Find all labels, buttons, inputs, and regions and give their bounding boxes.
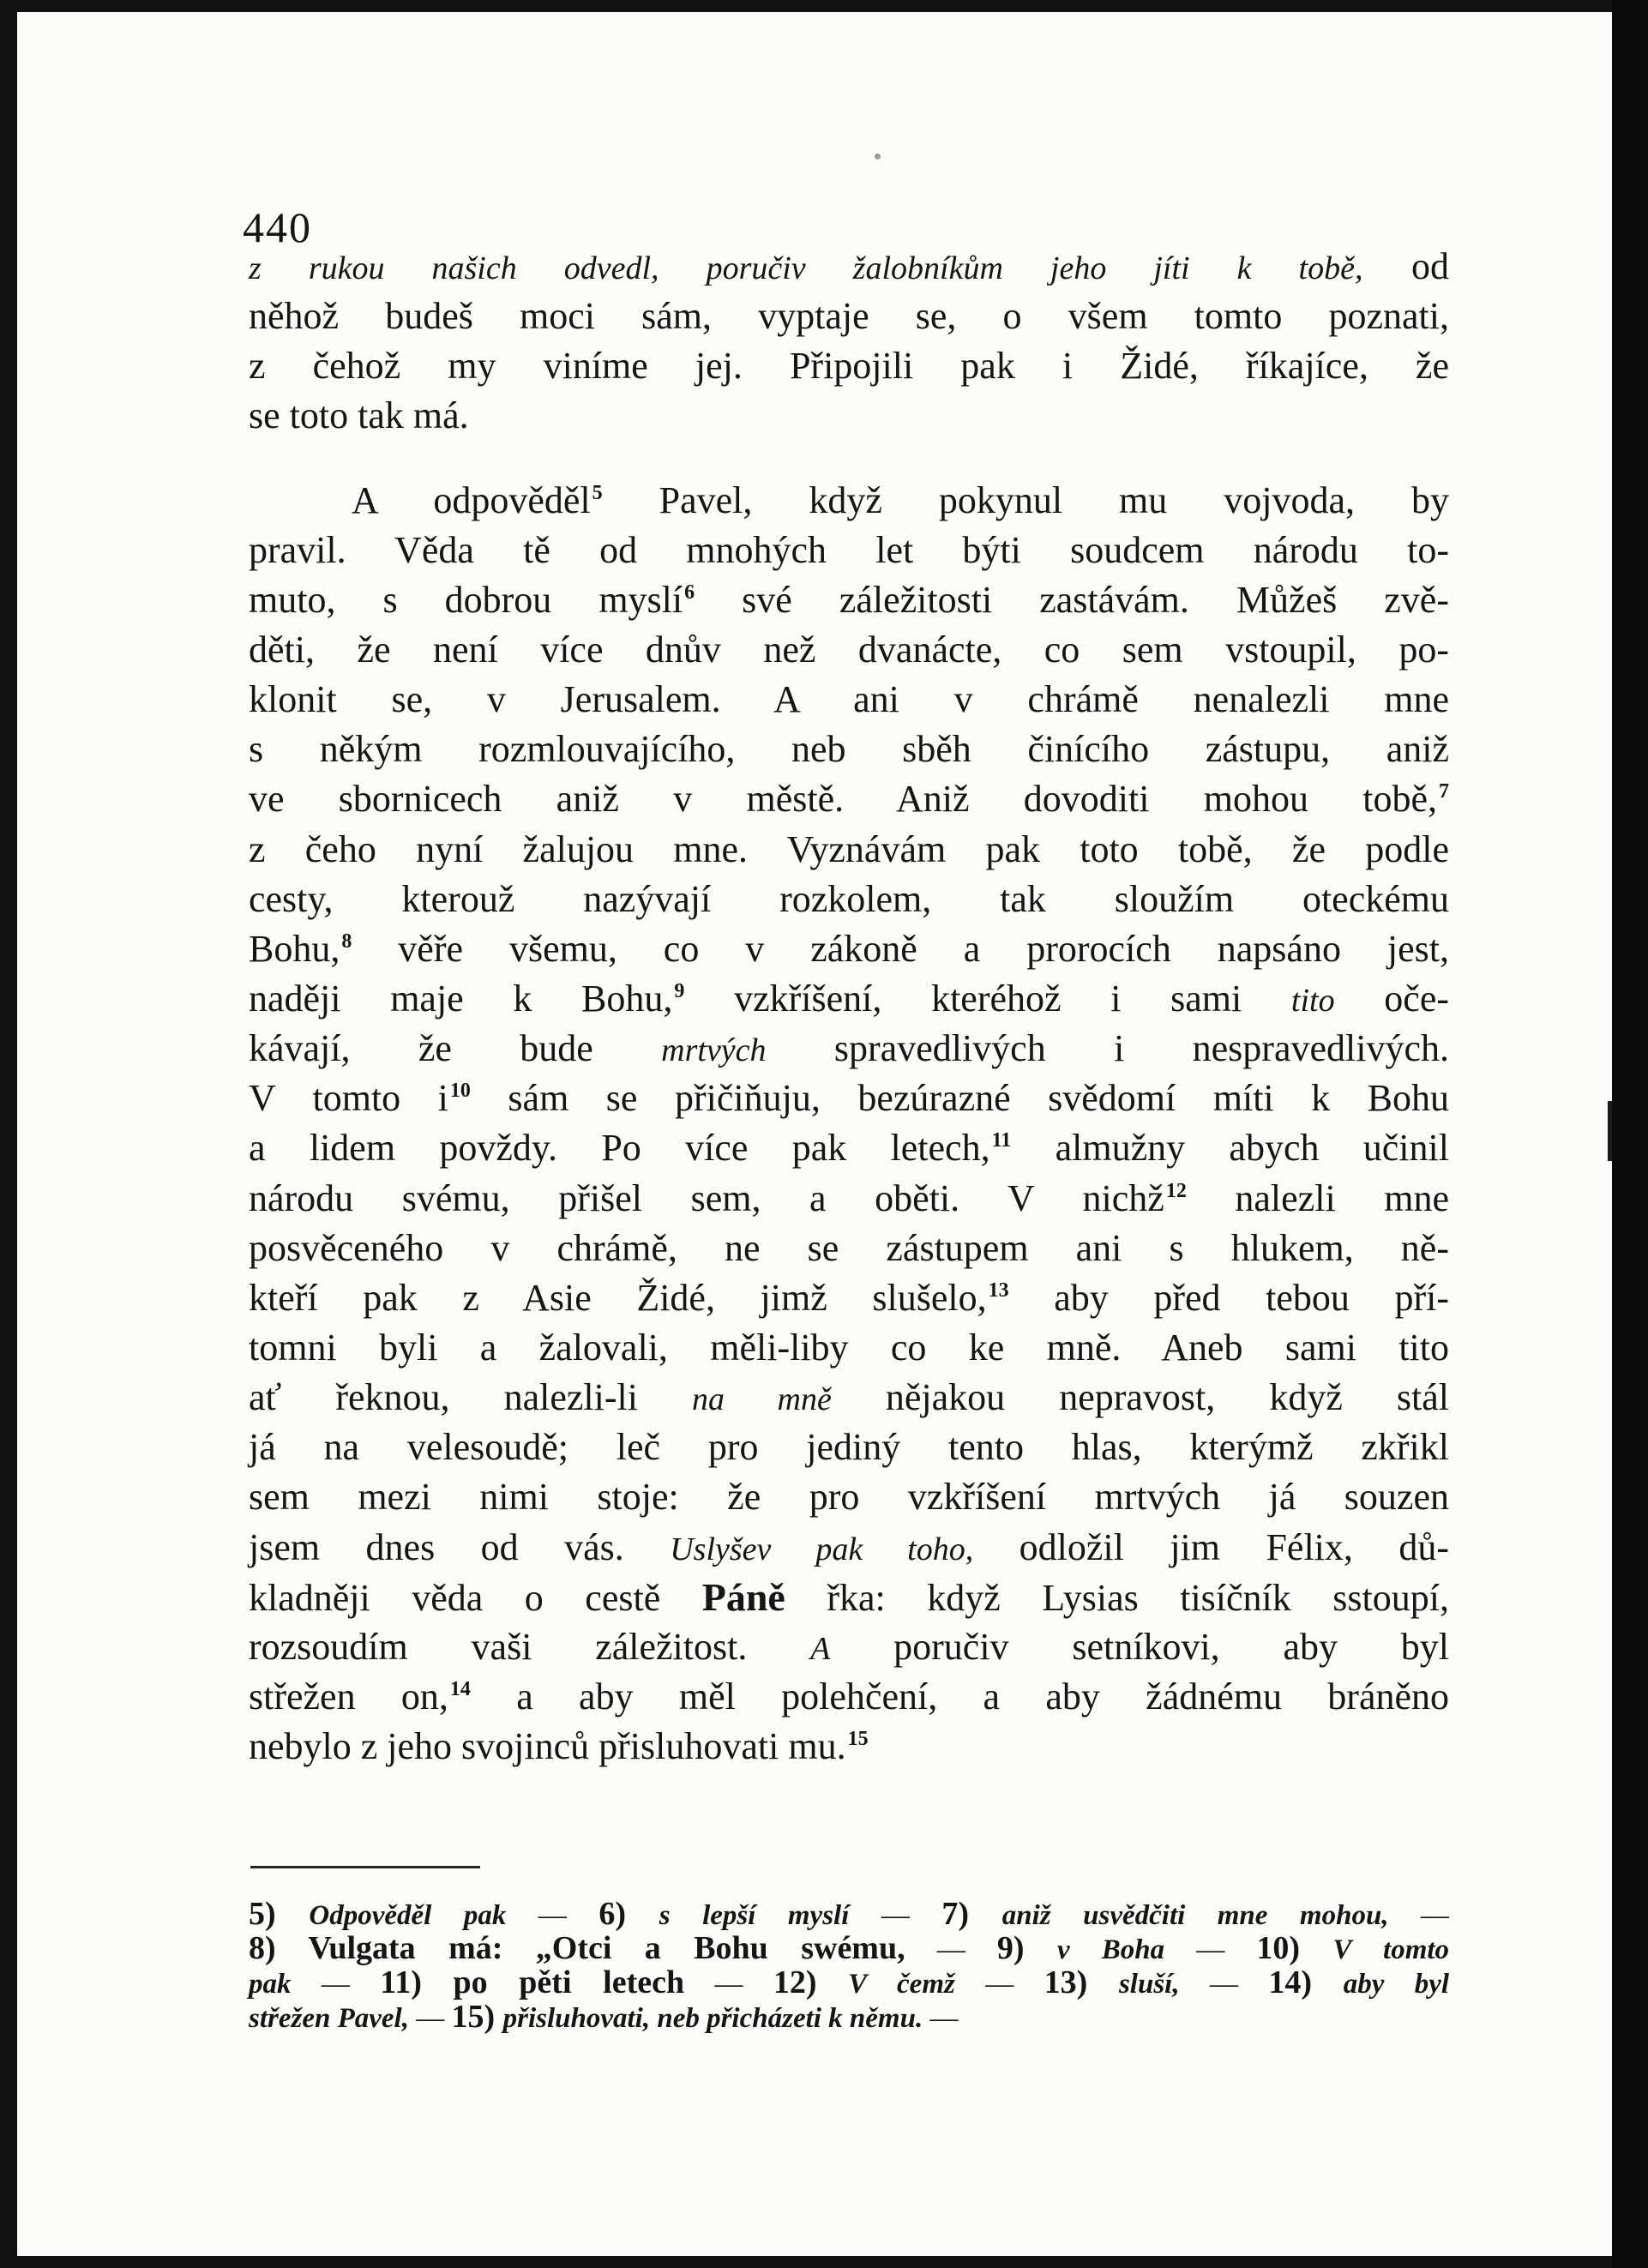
text-span: 15) xyxy=(451,1999,503,2035)
text-span: kteří pak z Asie Židé, jimž slušelo, xyxy=(249,1276,987,1319)
text-span: s někým rozmlouvajícího, neb sběh činícího zástupu, aniž xyxy=(249,728,1449,771)
text-line xyxy=(249,1523,1449,1573)
text-span: pravil. Věda tě od mnohých let býti soudcem národu to- xyxy=(249,528,1449,571)
text-line xyxy=(249,1622,1449,1672)
text-span: — xyxy=(1179,1969,1269,2000)
text-span: na mně xyxy=(692,1381,832,1418)
text-span: z čeho nyní žalujou mne. Vyznávám pak toto tobě, že podle xyxy=(249,827,1449,870)
text-span: 7) xyxy=(941,1896,1002,1932)
text-span: tomni byli a žalovali, měli-liby co ke mně. Aneb sami tito xyxy=(249,1326,1449,1369)
footnote-line xyxy=(249,2000,1449,2034)
text-span: — xyxy=(954,1969,1044,2000)
text-line xyxy=(249,1074,1449,1123)
scan-border xyxy=(1612,0,1648,2268)
text-line xyxy=(249,675,1449,725)
text-span: 14) xyxy=(1268,1964,1344,2000)
text-span: něhož budeš moci sám, vyptaje se, o všem tomto poznati, xyxy=(249,295,1449,338)
text-span: kladněji věda o cestě xyxy=(249,1576,702,1619)
body-text xyxy=(249,242,1449,1772)
text-span: — xyxy=(291,1969,381,2000)
text-span: jsem dnes od vás. xyxy=(249,1525,671,1568)
text-span: — xyxy=(923,2003,959,2034)
text-span: sluší, xyxy=(1118,1969,1180,2000)
footnote-ref: 6 xyxy=(684,581,695,604)
text-span: tito xyxy=(1290,982,1335,1019)
text-line xyxy=(249,774,1449,824)
text-span: — xyxy=(905,1934,997,1965)
text-span: sám se přičiňuju, bezúrazné svědomí míti k Bohu xyxy=(470,1077,1449,1120)
footnote-ref: 8 xyxy=(341,929,352,953)
text-line xyxy=(249,1273,1449,1323)
text-span: naději maje k Bohu, xyxy=(249,977,673,1020)
text-span: — xyxy=(1388,1900,1450,1931)
text-line xyxy=(249,575,1449,625)
text-span: V tomto xyxy=(1332,1934,1450,1965)
text-line xyxy=(249,974,1449,1024)
footnote-line xyxy=(249,1897,1449,1931)
text-span: mrtvých xyxy=(661,1032,767,1069)
text-line xyxy=(249,242,1449,292)
text-span: od xyxy=(1362,245,1449,287)
text-line xyxy=(249,1224,1449,1273)
text-span: ve sbornicech aniž v městě. Aniž dovoditi mohou tobě, xyxy=(249,778,1437,821)
text-span: střežen on, xyxy=(249,1675,448,1718)
footnote-ref: 10 xyxy=(449,1080,471,1103)
text-line xyxy=(249,924,1449,974)
text-span: 13) xyxy=(1044,1964,1119,2000)
text-span: z čehož my viníme jej. Připojili pak i Židé, říkajíce, že xyxy=(249,345,1449,388)
text-span: 6) xyxy=(598,1896,659,1932)
text-line xyxy=(249,1123,1449,1173)
text-line xyxy=(249,1672,1449,1722)
text-span: řka: když Lysias tisíčník sstoupí, xyxy=(785,1576,1449,1619)
text-span: národu svému, přišel sem, a oběti. V nichž xyxy=(249,1176,1164,1219)
text-span: — xyxy=(506,1900,599,1931)
text-span: s lepší myslí xyxy=(659,1900,850,1931)
text-span: věře všemu, co v zákoně a prorocích napsáno jest, xyxy=(352,927,1449,970)
text-span: V čemž xyxy=(848,1969,955,2000)
text-line xyxy=(249,725,1449,774)
footnote-ref: 7 xyxy=(1439,780,1449,803)
footnote-ref: 5 xyxy=(592,481,603,504)
text-span: nebylo z jeho svojinců přisluhovati mu. xyxy=(249,1725,846,1768)
footnote-separator xyxy=(250,1866,480,1868)
text-line xyxy=(249,391,1449,441)
footnote-ref: 11 xyxy=(991,1129,1012,1152)
text-span: Páně xyxy=(701,1574,785,1619)
text-span: klonit se, v Jerusalem. A ani v chrámě nenalezli mne xyxy=(249,678,1449,721)
footnote-ref: 15 xyxy=(847,1728,869,1751)
footnote-line xyxy=(249,1931,1449,1965)
footnote-ref: 14 xyxy=(449,1677,471,1700)
text-line xyxy=(249,1472,1449,1522)
text-span: rozsoudím vaši záležitost. xyxy=(249,1625,811,1668)
text-span: já na velesoudě; leč pro jediný tento hlas, kterýmž zkřikl xyxy=(249,1426,1449,1469)
paragraph-gap xyxy=(249,442,1449,476)
text-line xyxy=(249,1722,1449,1772)
text-span: a aby měl polehčení, a aby žádnému bráněno xyxy=(470,1675,1450,1718)
text-span: — xyxy=(1164,1934,1257,1965)
footnote-ref: 12 xyxy=(1165,1179,1187,1202)
text-line xyxy=(249,1174,1449,1224)
text-span: 12) xyxy=(773,1964,849,2000)
text-span: — xyxy=(684,1969,773,2000)
text-line xyxy=(249,292,1449,341)
text-line xyxy=(249,526,1449,575)
text-span: poručiv setníkovi, aby byl xyxy=(830,1625,1449,1668)
text-span: odložil jim Félix, dů- xyxy=(973,1525,1449,1568)
text-span: oče- xyxy=(1334,977,1450,1020)
text-span: kávají, že bude xyxy=(249,1027,662,1070)
text-span: posvěceného v chrámě, ne se zástupem ani s hlukem, ně- xyxy=(249,1226,1449,1269)
text-span: cesty, kterouž nazývají rozkolem, tak sloužím oteckému xyxy=(249,877,1449,920)
paragraph-2 xyxy=(249,476,1449,1772)
text-span: 8) xyxy=(249,1930,309,1966)
text-span: sem mezi nimi stoje: že pro vzkříšení mrtvých já souzen xyxy=(249,1476,1449,1519)
text-span: almužny abych učinil xyxy=(1011,1127,1449,1170)
text-span: z rukou našich odvedl, poručiv žalobníkům jeho jíti k tobě, xyxy=(249,250,1363,286)
text-line xyxy=(249,1573,1449,1622)
text-span: 9) xyxy=(996,1930,1057,1966)
text-span: aby před tebou pří- xyxy=(1008,1276,1449,1319)
text-span: se toto tak má. xyxy=(249,394,469,437)
text-span: vzkříšení, kteréhož i sami xyxy=(684,977,1291,1020)
text-line xyxy=(249,1423,1449,1472)
text-span: Odpověděl pak xyxy=(309,1900,507,1931)
text-span: aniž usvědčiti mne mohou, xyxy=(1001,1900,1389,1931)
text-span: Pavel, když pokynul mu vojvoda, by xyxy=(602,478,1449,521)
footnote-line xyxy=(249,1965,1449,2000)
text-line xyxy=(249,875,1449,924)
text-span: muto, s dobrou myslí xyxy=(249,578,683,621)
text-span: 10) xyxy=(1256,1930,1333,1966)
text-span: aby byl xyxy=(1343,1969,1450,2000)
text-line xyxy=(249,1373,1449,1423)
text-span: pak xyxy=(249,1969,292,2000)
text-line xyxy=(249,625,1449,675)
footnote-ref: 13 xyxy=(988,1278,1009,1302)
text-span: 5) xyxy=(249,1896,310,1932)
text-line xyxy=(249,476,1449,526)
text-span: Vulgata má: „Otci a Bohu swému, xyxy=(308,1930,905,1966)
footnote-ref: 9 xyxy=(674,979,685,1002)
text-span: nalezli mne xyxy=(1186,1176,1450,1219)
text-span: spravedlivých i nespravedlivých. xyxy=(766,1027,1449,1070)
text-span: Uslyšev pak toho, xyxy=(670,1531,974,1567)
text-line xyxy=(249,1323,1449,1373)
text-span: děti, že není více dnův než dvanácte, co sem vstoupil, po- xyxy=(249,628,1449,671)
text-span: po pěti letech xyxy=(453,1964,685,2000)
text-span: střežen Pavel, xyxy=(249,2003,409,2034)
text-span: přisluhovati, neb přicházeti k němu. xyxy=(502,2003,923,2034)
text-span: v Boha xyxy=(1056,1934,1165,1965)
text-span: A odpověděl xyxy=(352,478,591,521)
text-span: své záležitosti zastávám. Můžeš zvě- xyxy=(695,578,1449,621)
text-line xyxy=(249,341,1449,391)
text-span: ať řeknou, nalezli-li xyxy=(249,1376,692,1419)
paragraph-1 xyxy=(249,242,1449,442)
text-span: a lidem povždy. Po více pak letech, xyxy=(249,1127,990,1170)
text-line xyxy=(249,1024,1449,1074)
footnotes xyxy=(249,1897,1449,2034)
book-page xyxy=(17,12,1612,2256)
text-span: V tomto i xyxy=(249,1077,448,1120)
text-line xyxy=(249,825,1449,875)
text-span: A xyxy=(810,1630,831,1667)
text-span: 11) xyxy=(380,1964,454,2000)
text-span: — xyxy=(408,2003,452,2034)
page-number: 440 xyxy=(243,203,312,251)
print-speck xyxy=(875,153,881,159)
text-span: — xyxy=(849,1900,942,1931)
text-span: nějakou nepravost, když stál xyxy=(831,1376,1449,1419)
text-span: Bohu, xyxy=(249,927,340,970)
